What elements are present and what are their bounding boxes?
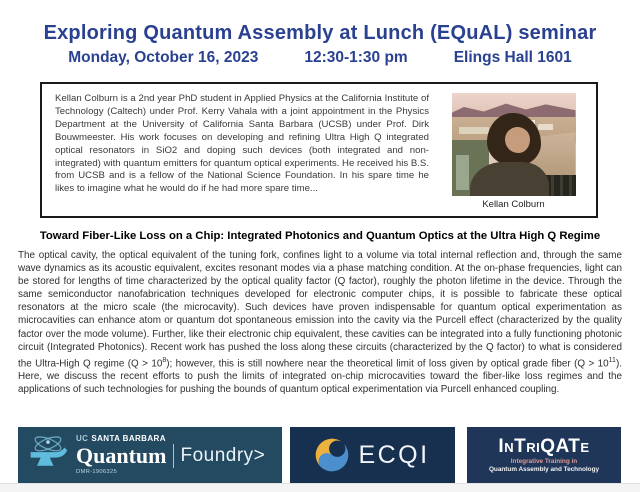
seminar-datetime-row bbox=[0, 49, 640, 67]
intriqate-logo bbox=[467, 427, 621, 483]
speaker-photo bbox=[452, 93, 576, 196]
speaker-bio-text: Kellan Colburn is a 2nd year PhD student in Applied Physics at the California Institute of Technology (Caltech) under Prof. Kerry Vahala with a joint appointment in the Physics Department at the University of California Santa Barbara (UCSB) under Prof. Dirk Bouwmeester. His work focuses on developing and refining Ultra High Q integrated optical resonators in SiO2 and doping such devices (both integrated and non-integrated) with quantum emitters for quantum optical experiments. He received his B.S. from UCSB and is a fellow of the National Science Foundation. In his spare time he likes to imagine what he would do if he had more spare time... bbox=[55, 93, 429, 195]
talk-title: Toward Fiber-Like Loss on a Chip: Integrated Photonics and Quantum Optics at the Ultra High Q Regime bbox=[39, 230, 601, 242]
abstract-superscript-2: 11 bbox=[608, 356, 616, 364]
photo-water bbox=[456, 155, 468, 190]
speaker-bio-box bbox=[40, 82, 598, 218]
seminar-time: 12:30-1:30 pm bbox=[304, 49, 408, 66]
seminar-title: Exploring Quantum Assembly at Lunch (EQuAL) seminar bbox=[43, 22, 597, 44]
grant-number: DMR-1906325 bbox=[76, 468, 117, 475]
photo-building bbox=[459, 127, 489, 134]
speaker-photo-column bbox=[437, 93, 590, 210]
intriqate-subtitle-line2: Quantum Assembly and Technology bbox=[488, 465, 600, 473]
seminar-location: Elings Hall 1601 bbox=[453, 49, 572, 66]
talk-abstract bbox=[18, 249, 622, 396]
ecqi-swirl-icon bbox=[315, 438, 349, 472]
uc-santa-barbara-label bbox=[76, 435, 265, 443]
intriqate-subtitle-line1: Integrative Training in bbox=[510, 458, 578, 465]
quantum-foundry-logo bbox=[18, 427, 282, 483]
uc-prefix: UC bbox=[76, 433, 89, 443]
abstract-text-3: ). Here, we discuss the recent efforts to push the limits of integrated on-chip microcavities toward the fiber-like loss regimes and the applications of such technologies for pushing the bounds of quantum optical experimentation via Purcell enhanced coupling. bbox=[18, 358, 622, 396]
ecqi-wordmark: ECQI bbox=[358, 440, 430, 469]
abstract-superscript-1: 8 bbox=[162, 356, 167, 364]
abstract-text-2: ); however, this is still nowhere near the theoretical limit of loss given by optical grade fiber (Q > 10 bbox=[166, 358, 609, 370]
santa-barbara-label: SANTA BARBARA bbox=[91, 433, 166, 443]
intriqate-wordmark: InTriQATe bbox=[498, 436, 590, 457]
photo-person-face bbox=[505, 127, 530, 153]
anvil-atom-icon bbox=[26, 432, 70, 479]
foundry-wordmark: Foundry> bbox=[180, 445, 266, 467]
bottom-margin-strip bbox=[0, 483, 640, 492]
abstract-text-1: The optical cavity, the optical equivalent of the tuning fork, confines light to a volume via total internal reflection and, through the same wave dynamics as its acoustic equivalent, excites resonant modes via a phase matching condition. At the on-phase frequencies, light can be stored for lengths of time characterized by the optical quality factor (Q factor), roughly the photon lifetime in the device. Through the same semiconductor nanofabrication techniques developed for electronic computer chips, it is possible to fabricate these optical resonators at the micro scale (the microcavity). Such devices have proven indispensable for quantum optical experimentation as microcavities can enhance atom or quantum dot spontaneous emission into the cavity via the Purcell effect (characterized by the quality factor over the mode volume). Further, like their electronic chip equivalent, these cavities can be integrated into a fully functioning photonic circuit (Integrated Photonics). Recent work has pushed the loss along these circuits (characterized by the Q factor) to what is considered the Ultra-High Q regime (Q > 10 bbox=[18, 250, 622, 370]
intriqate-subtitle bbox=[489, 458, 599, 473]
photo-person-jacket bbox=[470, 162, 549, 196]
seminar-date: Monday, October 16, 2023 bbox=[68, 49, 259, 66]
quantum-wordmark: Quantum bbox=[76, 442, 167, 468]
photo-caption: Kellan Colburn bbox=[482, 199, 545, 210]
quantum-foundry-wordmark bbox=[76, 435, 265, 476]
wordmark-divider bbox=[173, 444, 174, 468]
photo-building bbox=[538, 124, 553, 130]
sponsor-logo-row bbox=[0, 427, 640, 483]
ecqi-logo bbox=[290, 427, 455, 483]
